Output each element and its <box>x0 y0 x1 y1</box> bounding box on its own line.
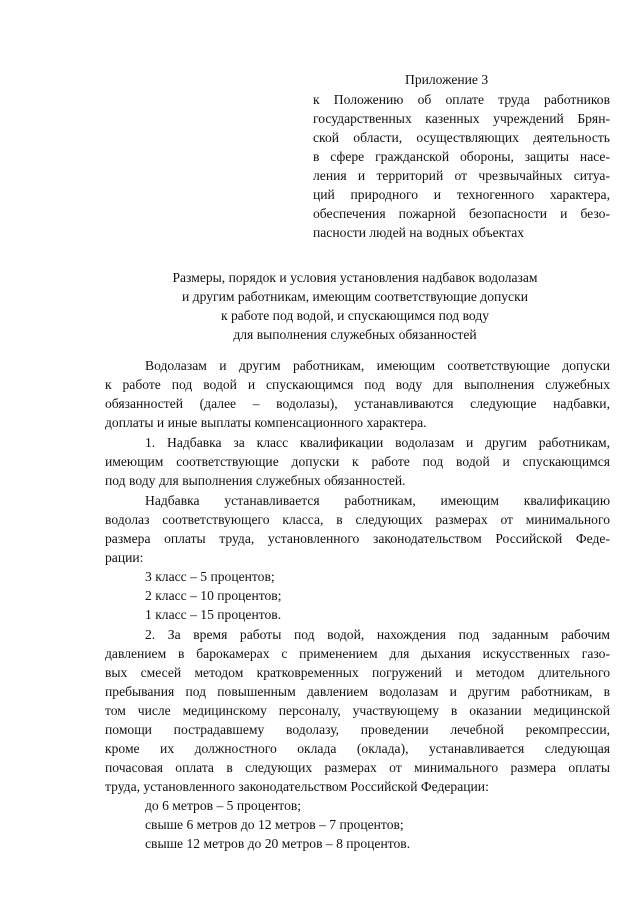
appendix-subtitle-line: обеспечения пожарной безопасности и безо- <box>313 206 610 221</box>
body-line: под воду для выполнения служебных обязанностей. <box>105 473 406 488</box>
list-item: свыше 12 метров до 20 метров – 8 процентов. <box>145 836 411 851</box>
body-line: вых смесей методом кратковременных погружений и методом длительного <box>105 665 610 680</box>
appendix-subtitle-line: ций природного и техногенного характера, <box>313 187 610 202</box>
body-line: труда, установленного законодательством Российской Федерации: <box>105 779 489 794</box>
body-line: Водолазам и другим работникам, имеющим соответствующие допуски <box>145 358 610 373</box>
appendix-subtitle-line: государственных казенных учреждений Брян- <box>313 111 610 126</box>
body-line: водолаз соответствующего класса, в следующих размерах от минимального <box>105 512 610 527</box>
body-line: обязанностей (далее – водолазы), устанавливаются следующие надбавки, <box>105 396 610 411</box>
body-line: 1. Надбавка за класс квалификации водолазам и другим работникам, <box>145 435 610 450</box>
body-line: рации: <box>105 550 144 565</box>
body-line: к работе под водой и спускающимся под воду для выполнения служебных <box>105 377 610 392</box>
body-line: том числе медицинскому персоналу, участвующему в оказании медицинской <box>105 703 610 718</box>
body-line: почасовая оплата в следующих размерах от минимального размера оплаты <box>105 760 610 775</box>
list-item: 1 класс – 15 процентов. <box>145 607 282 622</box>
body-line: давлением в барокамерах с применением для дыхания искусственных газо- <box>105 646 610 661</box>
list-item: 3 класс – 5 процентов; <box>145 569 275 584</box>
appendix-subtitle-line: ления и территорий от чрезвычайных ситуа- <box>313 168 610 183</box>
body-line: кроме их должностного оклада (оклада), устанавливается следующая <box>105 741 610 756</box>
body-line: 2. За время работы под водой, нахождения под заданным рабочим <box>145 627 610 642</box>
appendix-subtitle-line: в сфере гражданской обороны, защиты насе- <box>313 149 610 164</box>
appendix-subtitle-line: пасности людей на водных объектах <box>313 225 525 240</box>
list-item: 2 класс – 10 процентов; <box>145 588 282 603</box>
body-line: имеющим соответствующие допуски к работе под водой и спускающимся <box>105 454 610 469</box>
heading-line: и другим работникам, имеющим соответствующие допуски <box>182 289 528 304</box>
body-line: доплаты и иные выплаты компенсационного характера. <box>105 415 427 430</box>
appendix-title: Приложение 3 <box>405 72 489 87</box>
heading-line: для выполнения служебных обязанностей <box>233 327 477 342</box>
body-line: Надбавка устанавливается работникам, имеющим квалификацию <box>145 493 610 508</box>
appendix-subtitle-line: ской области, осуществляющих деятельность <box>313 130 610 145</box>
list-item: до 6 метров – 5 процентов; <box>145 798 302 813</box>
heading-line: Размеры, порядок и условия установления надбавок водолазам <box>172 270 538 285</box>
appendix-subtitle-line: к Положению об оплате труда работников <box>313 92 610 107</box>
body-line: помощи пострадавшему водолазу, проведении лечебной рекомпрессии, <box>105 722 610 737</box>
body-line: размера оплаты труда, установленного законодательством Российской Феде- <box>105 531 610 546</box>
list-item: свыше 6 метров до 12 метров – 7 процентов; <box>145 817 404 832</box>
body-line: пребывания под повышенным давлением водолазам и другим работникам, в <box>105 684 610 699</box>
heading-line: к работе под водой, и спускающимся под воду <box>220 308 490 323</box>
